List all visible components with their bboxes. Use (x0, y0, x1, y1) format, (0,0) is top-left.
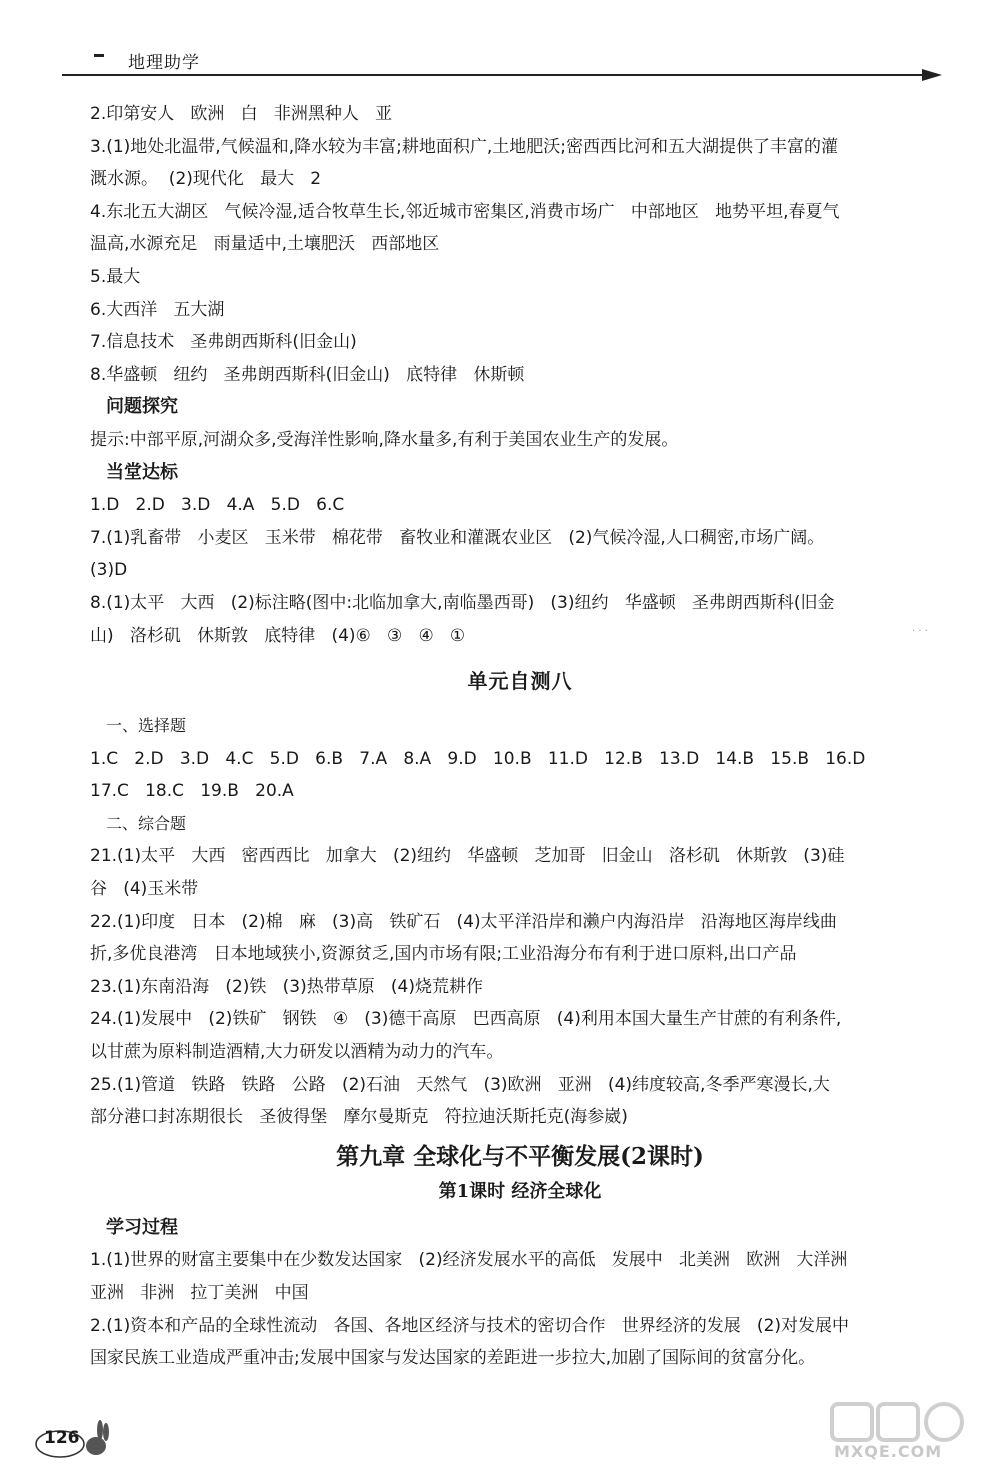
answer-line: 8.(1)太平 大西 (2)标注略(图中:北临加拿大,南临墨西哥) (3)纽约 华盛顿 圣弗朗西斯科(旧金 (90, 592, 835, 613)
answer-line: (3)D (90, 560, 128, 581)
header-rule (62, 74, 924, 76)
answer-line: 2.印第安人 欧洲 白 非洲黑种人 亚 (90, 104, 393, 124)
answer-line: 温高,水源充足 雨量适中,土壤肥沃 西部地区 (90, 234, 440, 255)
answer-line: 1.C 2.D 3.D 4.C 5.D 6.B 7.A 8.A 9.D 10.B 11.D 12.B 13.D 14.B 15.B 16.D (90, 748, 866, 769)
section-heading: 问题探究 (106, 396, 178, 418)
watermark-logo-icon (828, 1398, 968, 1448)
scan-dots: · · · (912, 626, 928, 637)
answer-line: 亚洲 非洲 拉丁美洲 中国 (90, 1283, 309, 1303)
answer-content (90, 98, 950, 1375)
page-header (62, 44, 942, 80)
watermark (828, 1398, 968, 1468)
answer-line: 折,多优良港湾 日本地域狭小,资源贫乏,国内市场有限;工业沿海分布有利于进口原料,出口产品 (90, 944, 797, 965)
header-mark (94, 54, 104, 57)
header-arrow-icon (922, 69, 942, 81)
answer-line: 5.最大 (90, 266, 141, 287)
answer-line: 1.(1)世界的财富主要集中在少数发达国家 (2)经济发展水平的高低 发展中 北美洲 欧洲 大洋洲 (90, 1250, 848, 1271)
answer-line: 以甘蔗为原料制造酒精,大力研发以酒精为动力的汽车。 (90, 1042, 504, 1063)
answer-line: 3.(1)地处北温带,气候温和,降水较为丰富;耕地面积广,土地肥沃;密西西比河和五大湖提供了丰富的灌 (90, 136, 838, 157)
answer-line: 7.信息技术 圣弗朗西斯科(旧金山) (90, 332, 357, 353)
answer-line: 23.(1)东南沿海 (2)铁 (3)热带草原 (4)烧荒耕作 (90, 976, 483, 997)
section-heading: 当堂达标 (106, 461, 178, 483)
unit-title: 单元自测八 (467, 669, 573, 694)
chapter-title: 第九章 全球化与不平衡发展(2课时) (336, 1142, 704, 1170)
section-heading: 学习过程 (106, 1216, 178, 1238)
answer-line: 7.(1)乳畜带 小麦区 玉米带 棉花带 畜牧业和灌溉农业区 (2)气候冷湿,人口稠密,市场广阔。 (90, 527, 825, 548)
answer-line: 部分港口封冻期很长 圣彼得堡 摩尔曼斯克 符拉迪沃斯托克(海参崴) (90, 1107, 628, 1128)
answer-line: 8.华盛顿 纽约 圣弗朗西斯科(旧金山) 底特律 休斯顿 (90, 364, 525, 385)
answer-line: 4.东北五大湖区 气候冷湿,适合牧草生长,邻近城市密集区,消费市场广 中部地区 地势平坦,春夏气 (90, 201, 840, 222)
part-heading: 二、综合题 (106, 813, 187, 833)
answer-line: 2.(1)资本和产品的全球性流动 各国、各地区经济与技术的密切合作 世界经济的发展 (2)对发展中 (90, 1315, 850, 1336)
answer-line: 21.(1)太平 大西 密西西比 加拿大 (2)纽约 华盛顿 芝加哥 旧金山 洛杉矶 休斯敦 (3)硅 (90, 846, 845, 867)
page-number: 126 (44, 1428, 80, 1448)
answer-line: 溉水源。 (2)现代化 最大 2 (90, 169, 322, 190)
page-number-badge (30, 1420, 120, 1460)
answer-line: 谷 (4)玉米带 (90, 879, 199, 900)
answer-line: 山) 洛杉矶 休斯敦 底特律 (4)⑥ ③ ④ ① (90, 625, 466, 646)
watermark-text: MXQE.COM (834, 1442, 943, 1461)
answer-line: 25.(1)管道 铁路 铁路 公路 (2)石油 天然气 (3)欧洲 亚洲 (4)纬度较高,冬季严寒漫长,大 (90, 1074, 830, 1095)
header-title: 地理助学 (128, 53, 200, 73)
part-heading: 一、选择题 (106, 716, 187, 736)
answer-line: 17.C 18.C 19.B 20.A (90, 781, 294, 802)
answer-line: 国家民族工业造成严重冲击;发展中国家与发达国家的差距进一步拉大,加剧了国际间的贫富分化。 (90, 1348, 816, 1369)
answer-line: 24.(1)发展中 (2)铁矿 钢铁 ④ (3)德干高原 巴西高原 (4)利用本国大量生产甘蔗的有利条件, (90, 1009, 842, 1030)
answer-line: 1.D 2.D 3.D 4.A 5.D 6.C (90, 495, 345, 516)
lesson-title: 第1课时 经济全球化 (438, 1180, 602, 1202)
answer-line: 6.大西洋 五大湖 (90, 299, 225, 320)
answer-line: 22.(1)印度 日本 (2)棉 麻 (3)高 铁矿石 (4)太平洋沿岸和濑户内海沿岸 沿海地区海岸线曲 (90, 911, 837, 932)
answer-line: 提示:中部平原,河湖众多,受海洋性影响,降水量多,有利于美国农业生产的发展。 (90, 429, 679, 450)
